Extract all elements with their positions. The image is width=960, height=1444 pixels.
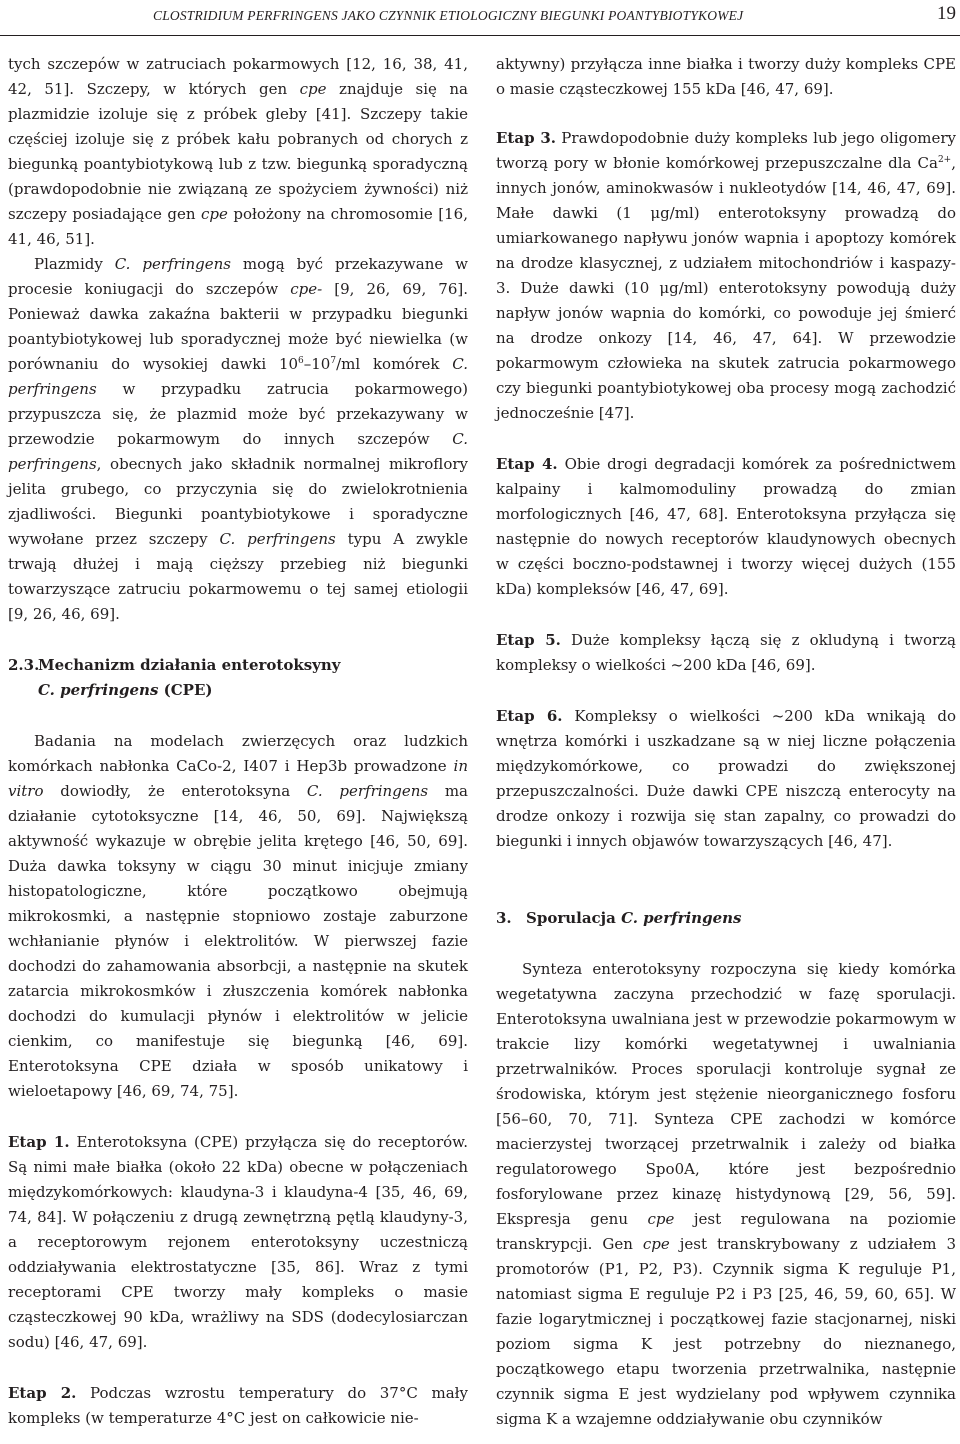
running-title: CLOSTRIDIUM PERFRINGENS JAKO CZYNNIK ETIOLOGICZNY BIEGUNKI POANTYBIOTYKOWEJ: [153, 8, 744, 23]
section-heading-3: 3. Sporulacja C. perfringens: [496, 909, 742, 927]
paragraph-etap-2-continued: aktywny) przyłącza inne białka i tworzy duży kompleks CPE o masie cząsteczkowej 155 kDa [46, 47, 69].: [496, 55, 956, 98]
paragraph-plasmid-conjugation: Plazmidy C. perfringens mogą być przekazywane w procesie koniugacji do szczepów cpe- [9, 26, 69, 76]. Ponieważ dawka zakaźna bakterii w przypadku biegunki poantybiotykowej lub sporadycznej może być niewielka (w porównaniu do wysokiej dawki $10^6-10^7/ml$ komórek C. perfringens w przypadku zatrucia pokarmowego) przypuszcza się, że plazmid może być przekazywany w przewodzie pokarmowym do innych szczepów C. perfringens, obecnych jako składnik normalnej mikroflory jelita grubego, co przyczynia się do zwielokrotnienia zjadliwości. Biegunki poantybiotykowe i sporadyczne wywołane przez szczepy C. perfringens typu A zwykle trwają dłużej i mają cięższy przebieg niż biegunki towarzyszące zatruciu pokarmowemu o tej samej etiologii [9, 26, 46, 69].: [8, 255, 468, 623]
paragraph-etap-6: Etap 6. Kompleksy o wielkości ~200 kDa wnikają do wnętrza komórki i uszkadzane są w niej liczne połączenia międzykomórkowe, co prowadzi do zwiększonej przepuszczalności. Duże dawki CPE niszczą enterocyty na drodze onkozy i rozwija się stan zapalny, co prowadzi do biegunki i innych objawów towarzyszących [46, 47].: [496, 707, 956, 850]
section-heading-2-3: 2.3.Mechanizm działania enterotoksyny C. perfringens (CPE): [8, 656, 341, 699]
left-column: [8, 52, 468, 1431]
paragraph-etap-5: Etap 5. Duże kompleksy łączą się z okludyną i tworzą kompleksy o wielkości ~200 kDa [46, 69].: [496, 631, 956, 674]
right-column: [496, 52, 956, 1432]
page-number: 19: [937, 3, 956, 24]
paragraph-sporulation: Synteza enterotoksyny rozpoczyna się kiedy komórka wegetatywna zaczyna przechodzić w fazę sporulacji. Enterotoksyna uwalniana jest w przewodzie pokarmowym w trakcie lizy komórki wegetatywnej i uwalniania przetrwalników. Proces sporulacji kontroluje sygnał ze środowiska, którym jest stężenie nieorganicznego fosforu [56–60, 70, 71]. Synteza CPE zachodzi w komórce macierzystej tworzącej przetrwalnik i zależy od białka regulatorowego Spo0A, które jest bezpośrednio fosforylowane przez kinazę histydynową [29, 56, 59]. Ekspresja genu cpe jest regulowana na poziomie transkrypcji. Gen cpe jest transkrybowany z udziałem 3 promotorów (P1, P2, P3). Czynnik sigma K reguluje P1, natomiast sigma E reguluje P2 i P3 [25, 46, 59, 60, 65]. W fazie logarytmicznej i początkowej fazie stacjonarnej, niski poziom sigma K jest potrzebny do nieznanego, początkowego etapu tworzenia przetrwalnika, następnie czynnik sigma E jest wydzielany pod wpływem czynnika sigma K a wzajemne oddziaływanie obu czynników: [496, 960, 957, 1428]
running-header: [0, 0, 960, 36]
paragraph-plasmid-strains: tych szczepów w zatruciach pokarmowych [12, 16, 38, 41, 42, 51]. Szczepy, w których gen cpe znajduje się na plazmidzie izoluje się z próbek gleby [41]. Szczepy takie częściej izoluje się z próbek kału pobranych od chorych z biegunką poantybiotykową lub z tzw. biegunką sporadyczną (prawdopodobnie nie związaną ze spożyciem żywności) niż szczepy posiadające gen cpe położony na chromosomie [16, 41, 46, 51].: [8, 55, 468, 248]
paragraph-etap-1: Etap 1. Enterotoksyna (CPE) przyłącza się do receptorów. Są nimi małe białka (około 22 kDa) obecne w połączeniach międzykomórkowych: klaudyna-3 i klaudyna-4 [35, 46, 69, 74, 84]. W połączeniu z drugą zewnętrzną pętlą klaudyny-3, a receptorowym rejonem enterotoksyny uczestniczą oddziaływania elektrostatyczne [35, 86]. Wraz z tymi receptorami CPE tworzy mały kompleks o masie cząsteczkowej 90 kDa, wrażliwy na SDS (dodecylosiarczan sodu) [46, 47, 69].: [8, 1133, 468, 1351]
paragraph-etap-3: Etap 3. Prawdopodobnie duży kompleks lub jego oligomery tworzą pory w błonie komórkowej przepuszczalne dla $Ca^{2+}$, innych jonów, aminokwasów i nukleotydów [14, 46, 47, 69]. Małe dawki (1 μg/ml) enterotoksyny prowadzą do umiarkowanego napływu jonów wapnia i apoptozy komórek na drodze klasycznej, z udziałem mitochondriów i kaspazy-3. Duże dawki (10 μg/ml) enterotoksyny powodują duży napływ jonów wapnia do komórki, co powoduje jej śmierć na drodze onkozy [14, 46, 47, 64]. W przewodzie pokarmowym człowieka na skutek zatrucia pokarmowego czy biegunki poantybiotykowej oba procesy mogą zachodzić jednocześnie [47].: [496, 129, 957, 422]
paragraph-etap-4: Etap 4. Obie drogi degradacji komórek za pośrednictwem kalpainy i kalmomoduliny prowadzą do zmian morfologicznych [46, 47, 68]. Enterotoksyna przyłącza się następnie do nowych receptorów klaudynowych obecnych w części boczno-podstawnej i tworzy więcej dużych (155 kDa) kompleksów [46, 47, 69].: [496, 455, 956, 598]
paragraph-etap-2: Etap 2. Podczas wzrostu temperatury do 37°C mały kompleks (w temperaturze 4°C jest on całkowicie nie-: [8, 1384, 468, 1427]
paragraph-cytotoxicity: Badania na modelach zwierzęcych oraz ludzkich komórkach nabłonka CaCo-2, I407 i Hep3b prowadzone in vitro dowiodły, że enterotoksyna C. perfringens ma działanie cytotoksyczne [14, 46, 50, 69]. Największą aktywność wykazuje w obrębie jelita krętego [46, 50, 69]. Duża dawka toksyny w ciągu 30 minut inicjuje zmiany histopatologiczne, które początkowo obejmują mikrokosmki, a następnie stopniowo zostaje zaburzone wchłanianie płynów i elektrolitów. W pierwszej fazie dochodzi do zahamowania absorbcji, a następnie na skutek zatarcia mikrokosmków i złuszczenia komórek nabłonka dochodzi do kumulacji płynów i elektrolitów w jelicie cienkim, co manifestuje się biegunką [46, 69]. Enterotoksyna CPE działa w sposób unikatowy i wieloetapowy [46, 69, 74, 75].: [8, 732, 468, 1100]
